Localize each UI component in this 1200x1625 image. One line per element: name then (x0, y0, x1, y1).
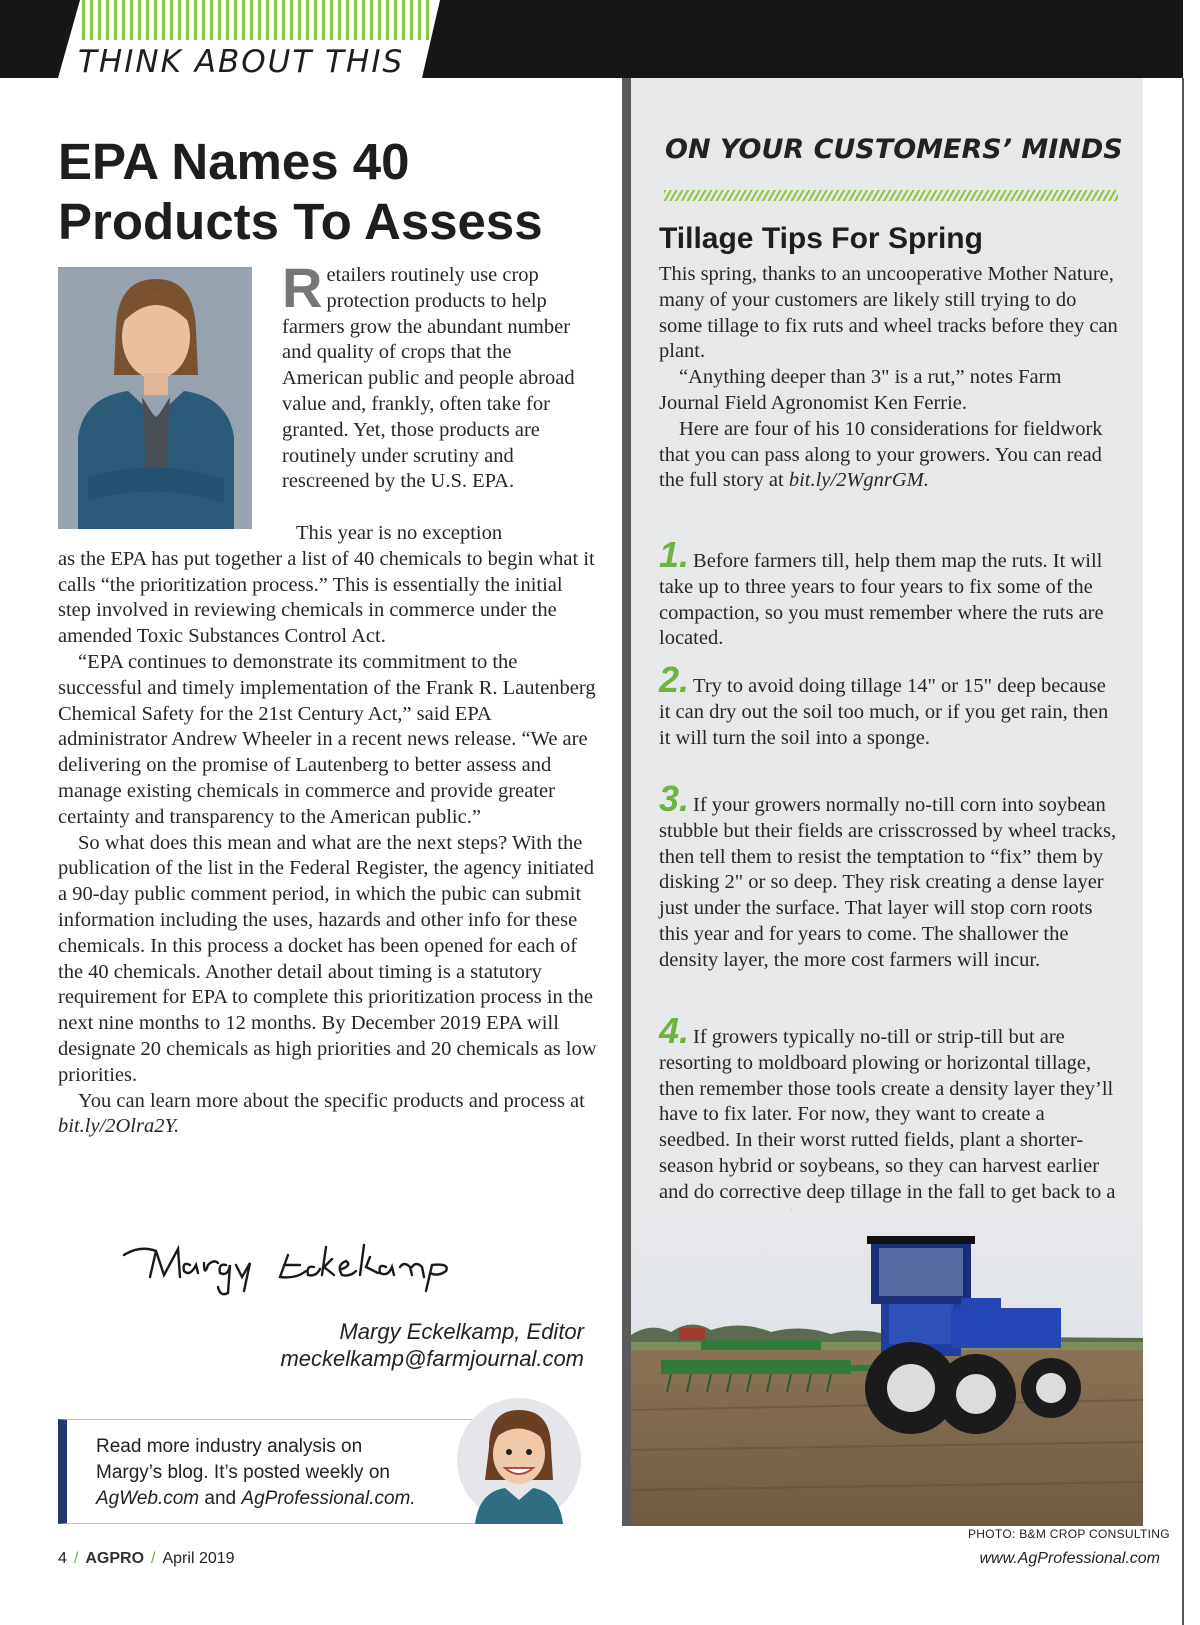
drop-cap: R (282, 256, 323, 319)
paragraph: “EPA continues to demonstrate its commitment to the successful and timely implementation of the Frank R. Lautenberg Chemical Safety for the 21st Century Act,” said EPA administrator Andrew Wheeler in a recent news release. “We are delivering on the promise of Lautenberg to better assess and manage existing chemicals in commerce and provide greater certainty and transparency to the American public.” (58, 650, 596, 828)
tip-item (659, 1010, 1121, 1231)
sidebar-divider (622, 78, 631, 1526)
story-link[interactable]: bit.ly/2WgnrGM. (788, 469, 929, 492)
page-number: 4 (58, 1550, 67, 1567)
issue-date: April 2019 (162, 1550, 235, 1567)
article-headline (58, 132, 618, 252)
headline-line: Products To Assess (58, 193, 543, 250)
tip-number: 3. (659, 778, 690, 819)
paragraph: So what does this mean and what are the next steps? With the publication of the list in the Federal Register, the agency initiated a 90-day public comment period, in which the pubic can submit information including the uses, hazards and other info for these chemicals. In this process a docket has been opened for each of the 40 chemicals. Another detail about timing is a statutory requirement for EPA to complete this prioritization process in the next nine months to 12 months. By December 2019 EPA will designate 20 chemicals as high priorities and 20 chemicals as low priorities. (58, 831, 597, 1086)
tip-number: 2. (659, 659, 690, 700)
sidebar-heading: ON YOUR CUSTOMERS’ MINDS (665, 134, 1123, 165)
tip-number: 1. (659, 534, 690, 575)
sidebar-considerations-paragraph (659, 417, 1121, 494)
blog-callout-text (96, 1434, 476, 1512)
article-link[interactable]: bit.ly/2Olra2Y. (58, 1115, 180, 1138)
sidebar-intro (659, 262, 1121, 494)
learn-more-text: You can learn more about the specific products and process at (78, 1089, 585, 1112)
agweb-link[interactable]: AgWeb.com (96, 1488, 200, 1509)
photo-credit: PHOTO: B&M CROP CONSULTING (968, 1527, 1170, 1541)
tip-number: 4. (659, 1010, 690, 1051)
sidebar-stripes-decoration (664, 190, 1118, 201)
editor-name: Margy Eckelkamp, Editor (339, 1319, 584, 1344)
callout-line (96, 1486, 476, 1512)
callout-line: Margy’s blog. It’s posted weekly on (96, 1462, 390, 1483)
intro-text: etailers routinely use crop protection products to help farmers grow the abundant number and quality of crops that the American public and people abroad value and, frankly, often take for granted. Yet, those products are routinely under scrutiny and rescreened by the U.S. EPA. (282, 264, 575, 493)
website-link[interactable]: www.AgProfessional.com (979, 1550, 1160, 1567)
footer-separator: / (73, 1550, 79, 1567)
tractor-field-photo (631, 1210, 1143, 1526)
tip-text: If your growers normally no-till corn into soybean stubble but their fields are crisscrossed by wheel tracks, then tell them to resist the temptation to “fix” them by disking 2" or so deep. They risk creating a dense layer just under the surface. That layer will stop corn roots this year and for years to come. The shallower the density layer, the more cost farmers will incur. (659, 794, 1117, 971)
editor-avatar (455, 1396, 583, 1524)
agprofessional-link[interactable]: AgProfessional.com. (241, 1488, 416, 1509)
tip-item (659, 659, 1121, 751)
callout-line: Read more industry analysis on (96, 1436, 363, 1457)
paragraph-start: This year is no exception (296, 522, 503, 544)
paragraph (58, 1089, 598, 1141)
editor-email-link[interactable]: meckelkamp@farmjournal.com (280, 1346, 584, 1371)
article-intro-wrap (282, 256, 587, 495)
tip-text: Before farmers till, help them map the ruts. It will take up to three years to four years to fix some of the compaction, so you must remember where the ruts are located. (659, 550, 1104, 650)
editor-portrait-photo (58, 267, 252, 529)
green-stripes-decoration (82, 0, 434, 40)
footer-separator: / (151, 1550, 156, 1567)
magazine-name: AGPRO (85, 1550, 145, 1567)
article-body (58, 521, 598, 1140)
tip-item (659, 778, 1121, 974)
headline-line: EPA Names 40 (58, 133, 410, 190)
page-edge-line (1182, 78, 1184, 1625)
tip-text: Try to avoid doing tillage 14" or 15" deep because it can dry out the soil too much, or if you get rain, then it will turn the soil into a sponge. (659, 675, 1109, 749)
editor-signature (120, 1237, 480, 1299)
sidebar-title: Tillage Tips For Spring (659, 222, 983, 255)
callout-and: and (199, 1488, 242, 1509)
tip-item (659, 534, 1121, 652)
tip-text: If growers typically no-till or strip-till but are resorting to moldboard plowing or horizontal tillage, then remember those tools create a density layer they’ll have to fix later. For now, they want to create a seedbed. In their worst rutted fields, plant a shorter-season hybrid or soybeans, so they can harvest earlier and do corrective deep tillage in the fall to get back to a (659, 1026, 1116, 1203)
page-footer (58, 1550, 235, 1568)
sidebar-quote-paragraph: “Anything deeper than 3" is a rut,” notes Farm Journal Field Agronomist Ken Ferrie. (659, 366, 1062, 414)
paragraph: as the EPA has put together a list of 40 chemicals to begin what it calls “the prioritization process.” This is essentially the initial step involved in reviewing chemicals in commerce under the amended Toxic Substances Control Act. (58, 547, 595, 648)
section-label: THINK ABOUT THIS (78, 44, 405, 80)
sidebar-intro-paragraph: This spring, thanks to an uncooperative Mother Nature, many of your customers are likely still trying to do some tillage to fix ruts and wheel tracks before they can plant. (659, 263, 1118, 363)
considerations-text: Here are four of his 10 considerations for fieldwork that you can pass along to your growers. You can read the full story at (659, 417, 1103, 492)
